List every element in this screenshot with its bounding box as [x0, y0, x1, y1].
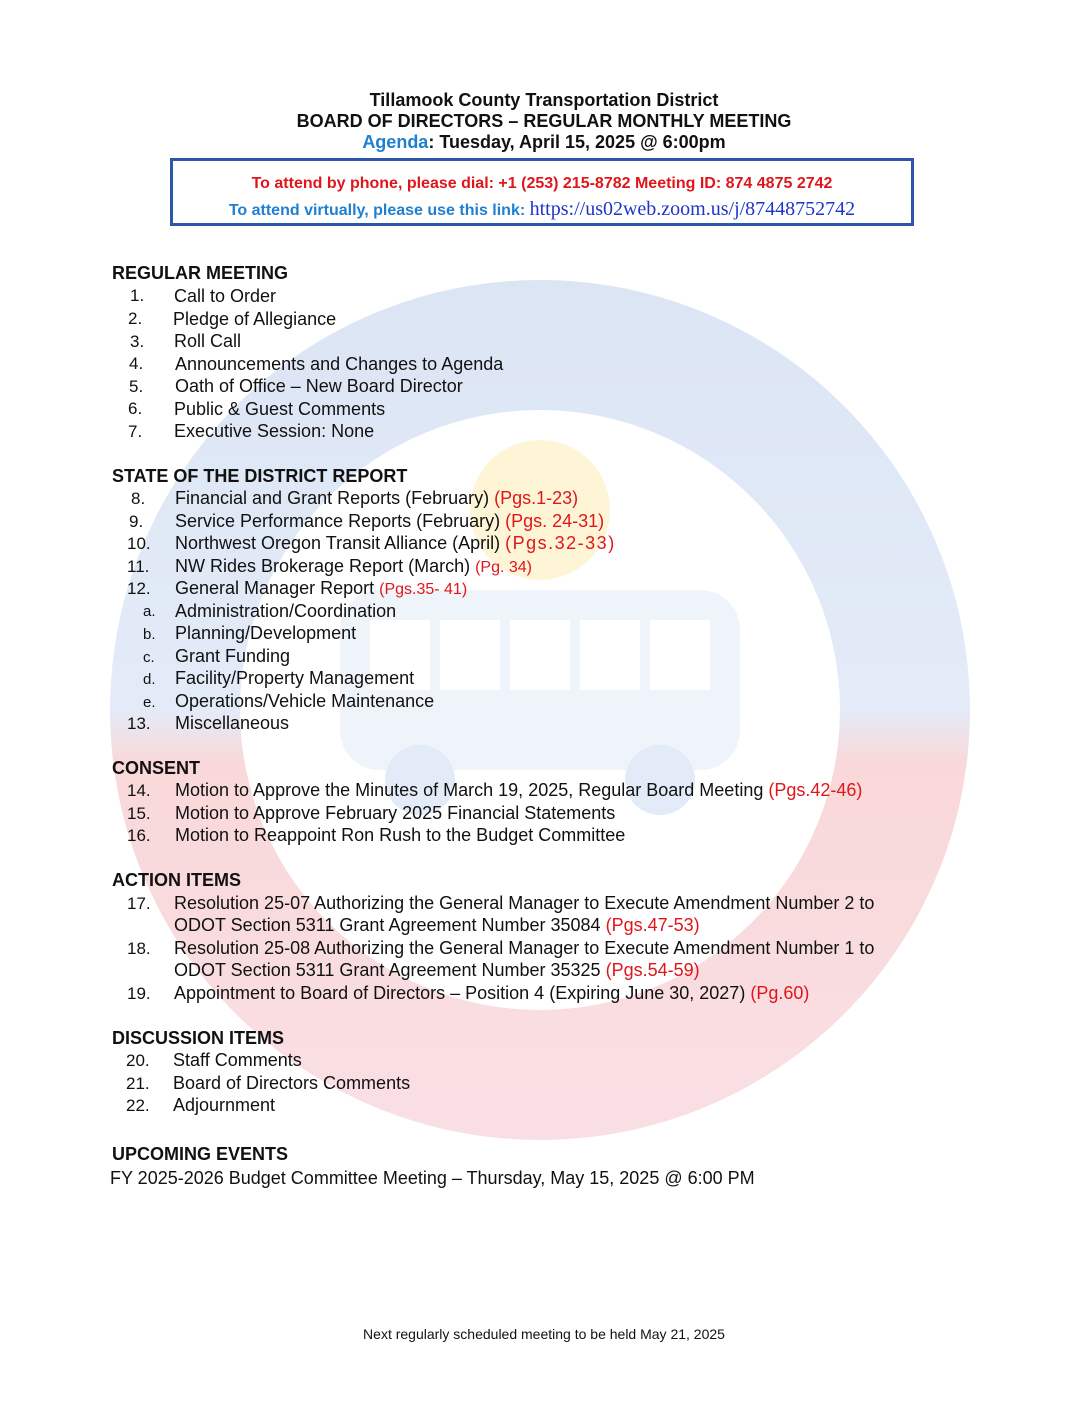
item-text: Operations/Vehicle Maintenance: [175, 691, 435, 711]
item-text: Motion to Reappoint Ron Rush to the Budget Committee: [175, 825, 626, 845]
item-label: General Manager Report: [175, 578, 380, 598]
sub-item-letter: a.: [143, 603, 156, 620]
item-number: 2.: [128, 309, 143, 328]
item-label: NW Rides Brokerage Report (March): [175, 556, 476, 576]
item-number: 11.: [127, 557, 150, 576]
item-label: Appointment to Board of Directors – Position 4 (Expiring June 30, 2027): [174, 983, 751, 1003]
item-text: Board of Directors Comments: [173, 1073, 411, 1093]
item-text: Motion to Approve February 2025 Financial Statements: [175, 803, 616, 823]
item-label: Financial and Grant Reports (February): [175, 488, 495, 508]
agenda-date-line: [0, 132, 1088, 153]
item-label: ODOT Section 5311 Grant Agreement Number 35325: [174, 960, 606, 980]
meeting-title: BOARD OF DIRECTORS – REGULAR MONTHLY MEETING: [296, 111, 792, 131]
page-reference: (Pgs. 24-31): [505, 511, 605, 531]
item-number: 15.: [127, 804, 151, 823]
section-consent: CONSENT: [112, 758, 201, 778]
item-number: 22.: [126, 1096, 150, 1115]
page-reference: (Pg.60): [750, 983, 810, 1003]
virtual-attendance-label: To attend virtually, please use this link:: [228, 202, 530, 219]
section-upcoming-events: UPCOMING EVENTS: [112, 1144, 289, 1164]
page-reference: (Pgs.32-33): [505, 533, 616, 553]
section-action-items: ACTION ITEMS: [112, 870, 241, 890]
next-meeting-note: Next regularly scheduled meeting to be held May 21, 2025: [363, 1326, 725, 1342]
item-number: 4.: [129, 354, 144, 373]
item-number: 6.: [128, 399, 143, 418]
item-text: [175, 532, 616, 554]
item-label: ODOT Section 5311 Grant Agreement Number 35084: [174, 915, 606, 935]
page-reference: (Pgs.42-46): [768, 780, 863, 800]
item-text: Call to Order: [174, 286, 277, 306]
item-number: 21.: [126, 1074, 150, 1093]
sub-item-letter: e.: [143, 694, 156, 711]
item-number: 17.: [127, 894, 151, 913]
sub-item-letter: b.: [143, 626, 156, 643]
page-reference: (Pg. 34): [475, 559, 533, 576]
item-text: Planning/Development: [175, 623, 357, 643]
item-number: 9.: [129, 512, 144, 531]
item-number: 18.: [127, 939, 151, 958]
item-number: 13.: [127, 714, 151, 733]
item-text: [175, 510, 604, 532]
item-number: 19.: [127, 984, 151, 1003]
item-text: Resolution 25-08 Authorizing the General Manager to Execute Amendment Number 1 to: [174, 938, 875, 958]
page-reference: (Pgs.47-53): [605, 915, 700, 935]
item-text: Facility/Property Management: [175, 668, 415, 688]
sub-item-letter: d.: [143, 671, 156, 688]
item-text: Miscellaneous: [175, 713, 290, 733]
item-text: [174, 982, 809, 1004]
item-text: Staff Comments: [173, 1050, 302, 1070]
item-text: [175, 555, 532, 579]
item-text: [175, 487, 578, 509]
item-text-continued: [174, 959, 700, 981]
page-reference: (Pgs.1-23): [494, 488, 579, 508]
item-text: Adjournment: [173, 1095, 276, 1115]
section-discussion-items: DISCUSSION ITEMS: [112, 1028, 285, 1048]
item-text: Executive Session: None: [174, 421, 375, 441]
item-number: 16.: [127, 826, 151, 845]
agenda-header: [0, 90, 1088, 153]
page-reference: (Pgs.35- 41): [379, 581, 468, 598]
item-number: 12.: [127, 579, 151, 598]
agenda-date: : Tuesday, April 15, 2025 @ 6:00pm: [428, 132, 726, 152]
item-label: Northwest Oregon Transit Alliance (April): [175, 533, 506, 553]
attendance-info-box: [170, 158, 914, 226]
zoom-link[interactable]: https://us02web.zoom.us/j/87448752742: [529, 198, 856, 220]
item-label: Service Performance Reports (February): [175, 511, 506, 531]
item-text: [175, 779, 862, 801]
item-number: 1.: [130, 286, 145, 305]
item-number: 3.: [130, 332, 145, 351]
item-number: 7.: [128, 422, 143, 441]
sub-item-letter: c.: [143, 649, 155, 666]
organization-name: Tillamook County Transportation District: [369, 90, 719, 110]
page-reference: (Pgs.54-59): [605, 960, 700, 980]
item-number: 20.: [126, 1051, 150, 1070]
virtual-attendance-line: [173, 198, 911, 222]
item-label: Motion to Approve the Minutes of March 19, 2025, Regular Board Meeting: [175, 780, 769, 800]
item-text: Announcements and Changes to Agenda: [175, 354, 504, 374]
item-text: Oath of Office – New Board Director: [175, 376, 463, 396]
item-text-continued: [174, 914, 700, 936]
agenda-label: Agenda: [362, 132, 429, 152]
item-number: 14.: [127, 781, 151, 800]
item-text: Public & Guest Comments: [174, 399, 386, 419]
item-text: [175, 577, 467, 601]
section-regular-meeting: REGULAR MEETING: [112, 263, 289, 283]
item-text: Administration/Coordination: [175, 601, 397, 621]
section-state-of-district: STATE OF THE DISTRICT REPORT: [112, 466, 408, 486]
item-text: Resolution 25-07 Authorizing the General Manager to Execute Amendment Number 2 to: [174, 893, 875, 913]
item-number: 5.: [129, 377, 144, 396]
phone-attendance-line: To attend by phone, please dial: +1 (253) 215-8782 Meeting ID: 874 4875 2742: [251, 175, 833, 192]
item-text: Pledge of Allegiance: [173, 309, 337, 329]
item-number: 8.: [131, 489, 146, 508]
item-text: Grant Funding: [175, 646, 291, 666]
item-number: 10.: [127, 534, 151, 553]
item-text: Roll Call: [174, 331, 242, 351]
upcoming-event: FY 2025-2026 Budget Committee Meeting – Thursday, May 15, 2025 @ 6:00 PM: [110, 1168, 755, 1188]
